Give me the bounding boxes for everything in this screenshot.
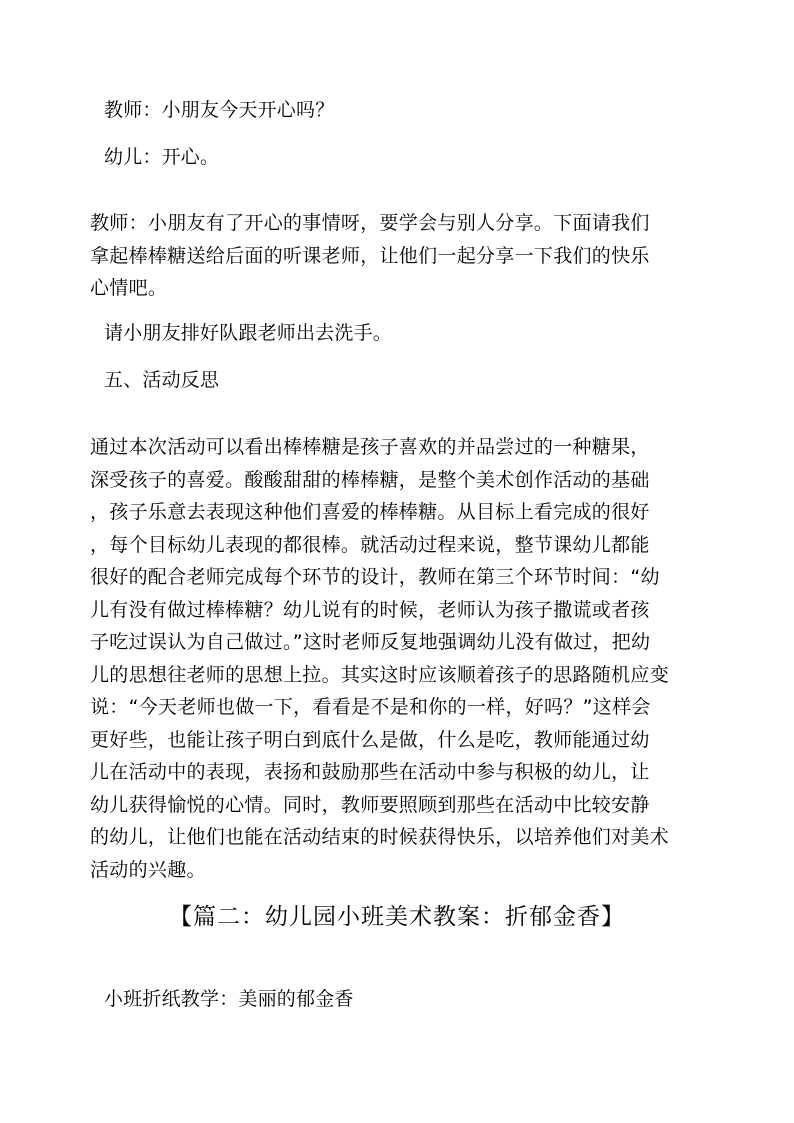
paragraph-line: 拿起棒棒糖送给后面的听课老师，让他们一起分享一下我们的快乐: [90, 244, 650, 267]
paragraph-line: 的幼儿，让他们也能在活动结束的时候获得快乐，以培养他们对美术: [90, 826, 670, 848]
paragraph-line: 儿在活动中的表现，表扬和鼓励那些在活动中参与积极的幼儿，让: [90, 761, 650, 783]
paragraph-line: 心情吧。: [90, 277, 168, 299]
paragraph-line: ，孩子乐意去表现这种他们喜爱的棒棒糖。从目标上看完成的很好: [90, 501, 650, 523]
teacher-share-paragraph: [90, 207, 702, 305]
paragraph-line: 说：“今天老师也做一下，看看是不是和你的一样，好吗？”这样会: [90, 696, 651, 718]
teacher-question: 教师：小朋友今天开心吗？: [104, 99, 335, 121]
part-two-subtitle: 小班折纸教学：美丽的郁金香: [104, 988, 354, 1010]
paragraph-line: ，每个目标幼儿表现的都很棒。就活动过程来说，整节课幼儿都能: [90, 533, 650, 556]
child-answer: 幼儿：开心。: [104, 146, 220, 168]
paragraph-line: 子吃过误认为自己做过。”这时老师反复地强调幼儿没有做过，把幼: [90, 631, 651, 653]
paragraph-line: 教师：小朋友有了开心的事情呀，要学会与别人分享。下面请我们: [90, 212, 650, 234]
paragraph-line: 幼儿获得愉悦的心情。同时，教师要照顾到那些在活动中比较安静: [90, 793, 650, 816]
paragraph-line: 通过本次活动可以看出棒棒糖是孩子喜欢的并品尝过的一种糖果，: [90, 436, 650, 458]
paragraph-line: 深受孩子的喜爱。酸酸甜甜的棒棒糖，是整个美术创作活动的基础: [90, 468, 650, 491]
paragraph-line: 活动的兴趣。: [90, 858, 206, 881]
paragraph-line: 更好些，也能让孩子明白到底什么是做，什么是吃，教师能通过幼: [90, 728, 650, 751]
paragraph-line: 很好的配合老师完成每个环节的设计，教师在第三个环节时间：“幼: [90, 566, 660, 588]
section-title: 五、活动反思: [104, 369, 220, 391]
paragraph-line: 儿的思想往老师的思想上拉。其实这时应该顺着孩子的思路随机应变: [90, 663, 670, 686]
paragraph-line: 儿有没有做过棒棒糖？幼儿说有的时候，老师认为孩子撒谎或者孩: [90, 598, 650, 621]
part-two-heading: 【篇二：幼儿园小班美术教案：折郁金香】: [169, 904, 625, 930]
wash-hands-instruction: 请小朋友排好队跟老师出去洗手。: [104, 322, 393, 344]
reflection-paragraph: [90, 431, 702, 886]
